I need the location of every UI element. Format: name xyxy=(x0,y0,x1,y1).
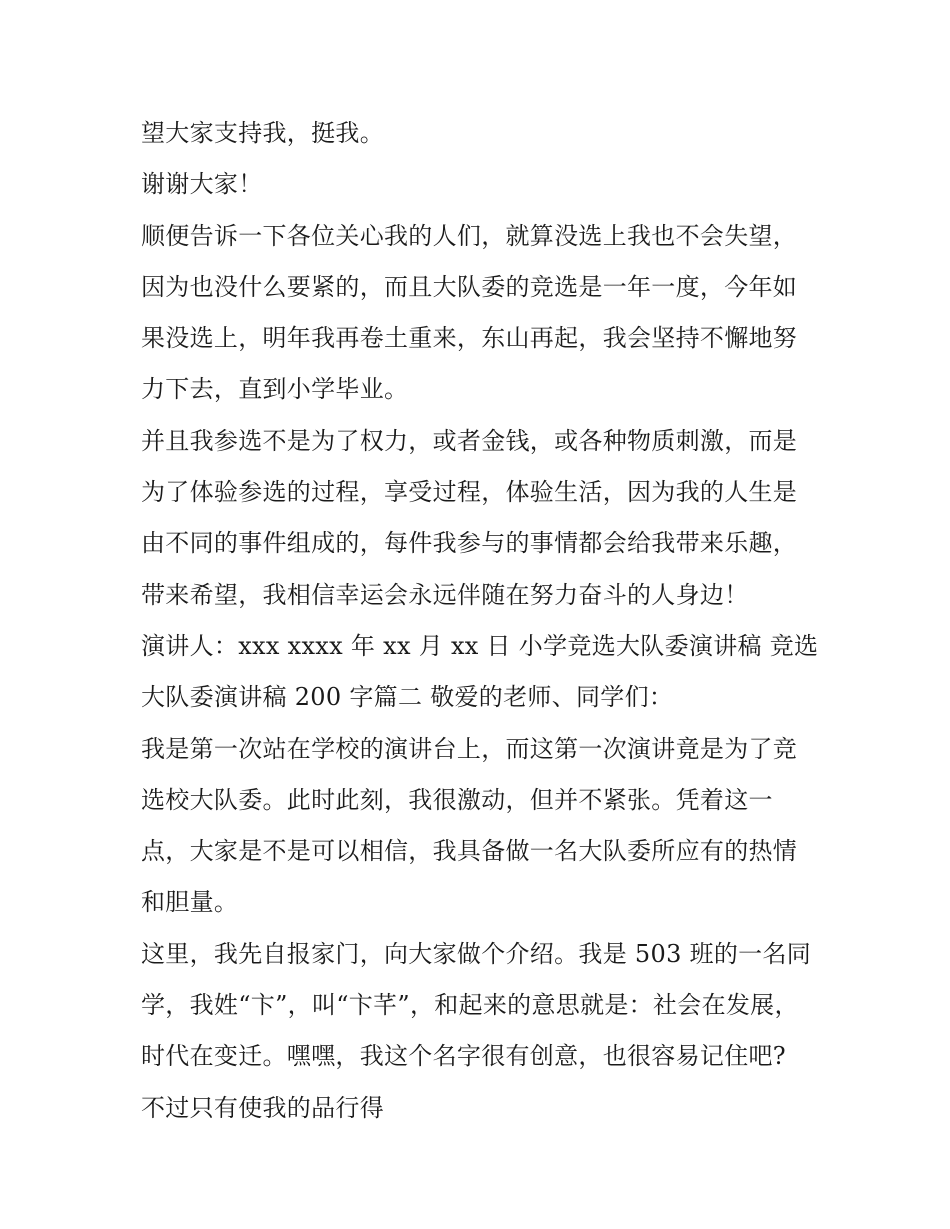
text-line: 带来希望，我相信幸运会永远伴随在努力奋斗的人身边！ xyxy=(141,580,749,609)
text-line: 顺便告诉一下各位关心我的人们，就算没选上我也不会失望， xyxy=(141,221,798,250)
text-line: 由不同的事件组成的，每件我参与的事情都会给我带来乐趣， xyxy=(141,529,798,558)
text-line: 我是第一次站在学校的演讲台上，而这第一次演讲竟是为了竞 xyxy=(141,734,798,763)
text-line: 选校大队委。此时此刻，我很激动，但并不紧张。凭着这一 xyxy=(141,785,773,814)
text-line: 演讲人：xxx xxxx 年 xx 月 xx 日 小学竞选大队委演讲稿 竞选 xyxy=(141,631,819,660)
text-line: 因为也没什么要紧的，而且大队委的竞选是一年一度，今年如 xyxy=(141,272,798,301)
text-line: 果没选上，明年我再卷土重来，东山再起，我会坚持不懈地努 xyxy=(141,324,798,353)
text-line: 力下去，直到小学毕业。 xyxy=(141,375,409,404)
text-line: 不过只有使我的品行得 xyxy=(141,1093,384,1122)
text-line: 学，我姓“卞”，叫“卞芊”，和起来的意思就是：社会在发展， xyxy=(141,991,799,1020)
text-line: 谢谢大家！ xyxy=(141,170,263,199)
body-text xyxy=(141,108,821,1134)
text-line: 望大家支持我，挺我。 xyxy=(141,119,384,147)
text-line: 为了体验参选的过程，享受过程，体验生活，因为我的人生是 xyxy=(141,478,798,507)
text-line: 和胆量。 xyxy=(141,888,239,917)
text-line: 点，大家是不是可以相信，我具备做一名大队委所应有的热情 xyxy=(141,837,798,866)
text-line: 大队委演讲稿 200 字篇二 敬爱的老师、同学们： xyxy=(141,683,674,712)
text-line: 并且我参选不是为了权力，或者金钱，或各种物质刺激，而是 xyxy=(141,426,798,455)
text-line: 时代在变迁。嘿嘿，我这个名字很有创意，也很容易记住吧? xyxy=(141,1042,786,1071)
text-line: 这里，我先自报家门，向大家做个介绍。我是 503 班的一名同 xyxy=(141,939,812,968)
